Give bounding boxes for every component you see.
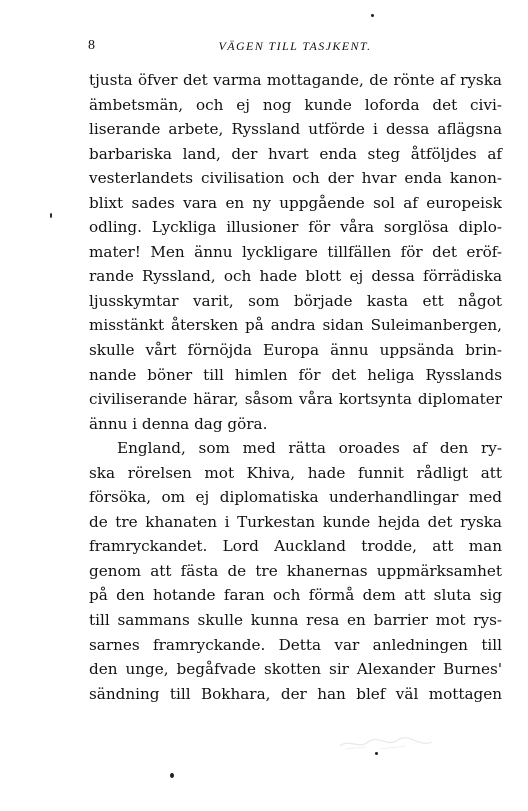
body-text bbox=[89, 68, 502, 706]
text-line: framryckandet. Lord Auckland trodde, att man bbox=[89, 537, 502, 556]
text-line: rande Ryssland, och hade blott ej dessa förrädiska bbox=[89, 267, 502, 286]
text-line: tjusta öfver det varma mottagande, de rönte af ryska bbox=[89, 71, 502, 89]
text-line: ljusskymtar varit, som började kasta ett något bbox=[89, 291, 502, 310]
ink-speck bbox=[170, 773, 174, 778]
text-line: sarnes framryckande. Detta var anledningen till bbox=[89, 635, 502, 654]
text-line: liserande arbete, Ryssland utförde i dessa aflägsna bbox=[89, 120, 502, 139]
text-line: England, som med rätta oroades af den ry- bbox=[117, 439, 502, 458]
running-head: VÄGEN TILL TASJKENT. bbox=[218, 39, 372, 53]
ink-speck bbox=[371, 14, 374, 17]
text-line: ännu i denna dag göra. bbox=[89, 414, 268, 433]
text-line: blixt sades vara en ny uppgående sol af europeisk bbox=[89, 193, 502, 212]
text-line: de tre khanaten i Turkestan kunde hejda det ryska bbox=[89, 512, 502, 531]
text-line: till sammans skulle kunna resa en barrier mot rys- bbox=[89, 611, 502, 630]
text-line: odling. Lyckliga illusioner för våra sorglösa diplo- bbox=[89, 218, 502, 237]
text-line: barbariska land, der hvart enda steg åtföljdes af bbox=[89, 144, 502, 163]
text-line: den unge, begåfvade skotten sir Alexander Burnes' bbox=[89, 660, 502, 679]
text-line: civiliserande härar, såsom våra kortsynta diplomater bbox=[89, 390, 502, 409]
text-line: mater! Men ännu lyckligare tillfällen för det eröf- bbox=[89, 242, 502, 261]
ink-speck bbox=[375, 752, 378, 755]
ink-speck bbox=[50, 213, 52, 218]
text-line: nande böner till himlen för det heliga Rysslands bbox=[89, 365, 502, 384]
text-line: misstänkt återsken på andra sidan Suleimanbergen, bbox=[89, 316, 502, 335]
text-line: sändning till Bokhara, der han blef väl mottagen bbox=[89, 684, 502, 703]
text-line: på den hotande faran och förmå dem att sluta sig bbox=[89, 586, 502, 605]
page-header bbox=[88, 36, 502, 56]
text-line: genom att fästa de tre khanernas uppmärksamhet bbox=[89, 561, 502, 580]
text-line: ämbetsmän, och ej nog kunde loforda det civi- bbox=[89, 95, 502, 114]
text-line: försöka, om ej diplomatiska underhandlingar med bbox=[89, 488, 502, 507]
text-line: skulle vårt förnöjda Europa ännu uppsända brin- bbox=[89, 341, 502, 360]
page-number: 8 bbox=[88, 38, 96, 53]
text-line: ska rörelsen mot Khiva, hade funnit rådligt att bbox=[89, 463, 502, 482]
text-line: vesterlandets civilisation och der hvar enda kanon- bbox=[89, 169, 502, 188]
library-watermark-icon bbox=[336, 734, 436, 752]
